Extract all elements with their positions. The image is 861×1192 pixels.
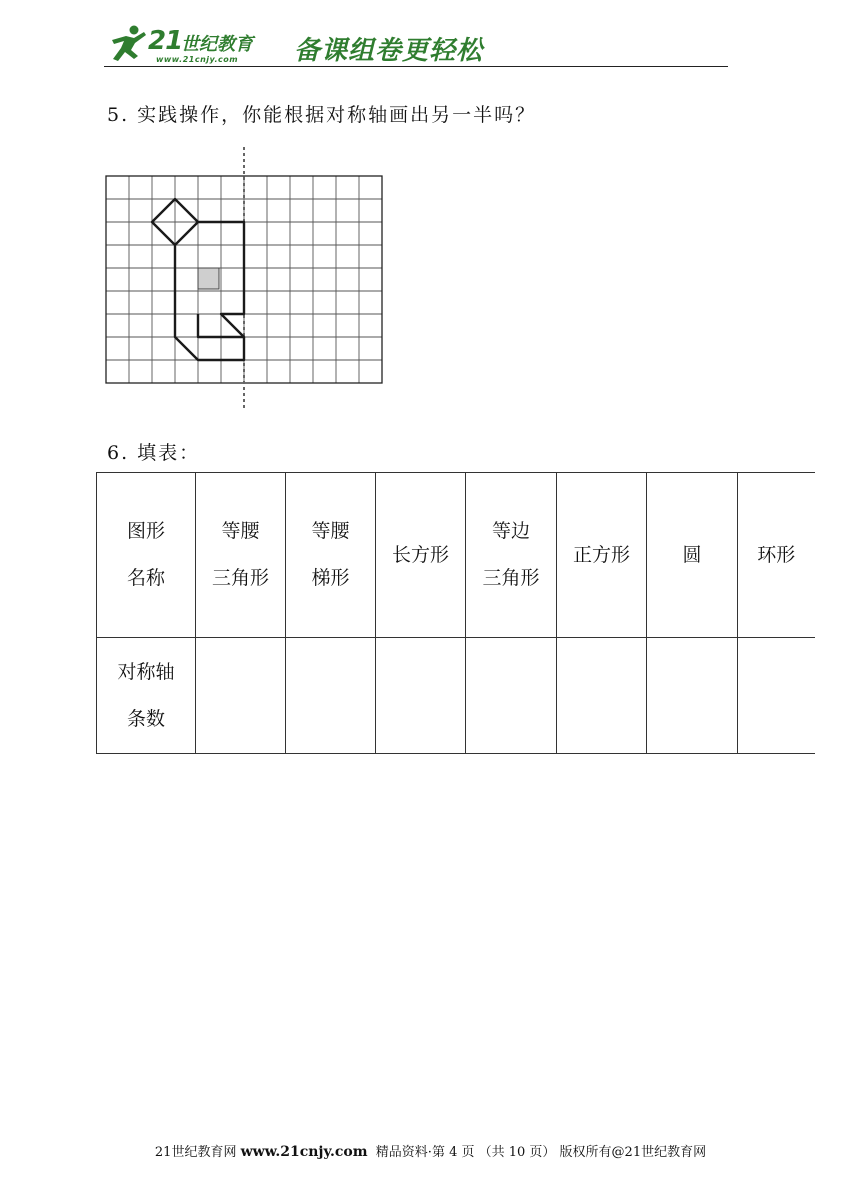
cell-text-line: 对称轴: [117, 660, 175, 683]
shaded-square: [198, 268, 219, 289]
cell-text-line: 三角形: [211, 567, 269, 589]
header-cell: [738, 473, 815, 638]
answer-cell: [557, 638, 647, 754]
cell-text-line: 名称: [126, 567, 165, 589]
header-cell: [647, 473, 738, 638]
cell-text-line: 环形: [757, 543, 796, 566]
answer-cell: [286, 638, 376, 754]
logo-url: www.21cnjy.com: [156, 55, 239, 64]
header-rule: [104, 66, 728, 67]
header-cell: [557, 473, 647, 638]
header-cell: [286, 473, 376, 638]
answer-cell: [97, 638, 196, 754]
cell-text-line: 等腰: [311, 520, 350, 542]
logo-text: 世纪教育: [181, 34, 253, 55]
table-answer-row: [97, 638, 815, 754]
answer-cell: [196, 638, 286, 754]
cell-text-line: 等腰: [221, 520, 260, 542]
logo-number: 21: [148, 26, 183, 56]
header-cell: [376, 473, 466, 638]
footer-site: 21世纪教育网: [154, 1145, 241, 1160]
page-footer: [0, 1141, 861, 1160]
cell-text-line: 图形: [126, 520, 165, 542]
cell-text-line: 等边: [491, 520, 530, 542]
page-header: [104, 22, 728, 68]
symmetry-grid-figure: [100, 143, 390, 415]
header-slogan: 备课组卷更轻松: [294, 36, 484, 66]
header-cell: [97, 473, 196, 638]
cell-text-line: 正方形: [572, 543, 630, 566]
footer-info: 精品资料·第 4 页 （共 10 页） 版权所有@21世纪教育网: [367, 1145, 707, 1160]
question-5: 5. 实践操作，你能根据对称轴画出另一半吗？: [107, 104, 537, 126]
footer-url: www.21cnjy.com: [240, 1144, 368, 1160]
header-cell: [466, 473, 557, 638]
cell-text-line: 条数: [126, 707, 165, 730]
cell-text-line: 圆: [682, 543, 702, 566]
cell-text-line: 长方形: [391, 543, 449, 566]
cell-text-line: 三角形: [482, 567, 540, 589]
cell-text-line: 梯形: [311, 567, 350, 589]
answer-cell: [466, 638, 557, 754]
answer-cell: [647, 638, 738, 754]
table-header-row: [97, 473, 815, 638]
fill-in-table: [96, 472, 815, 754]
runner-logo-icon: [104, 24, 150, 64]
answer-cell: [738, 638, 815, 754]
header-cell: [196, 473, 286, 638]
answer-cell: [376, 638, 466, 754]
question-6: 6. 填表：: [107, 442, 201, 464]
